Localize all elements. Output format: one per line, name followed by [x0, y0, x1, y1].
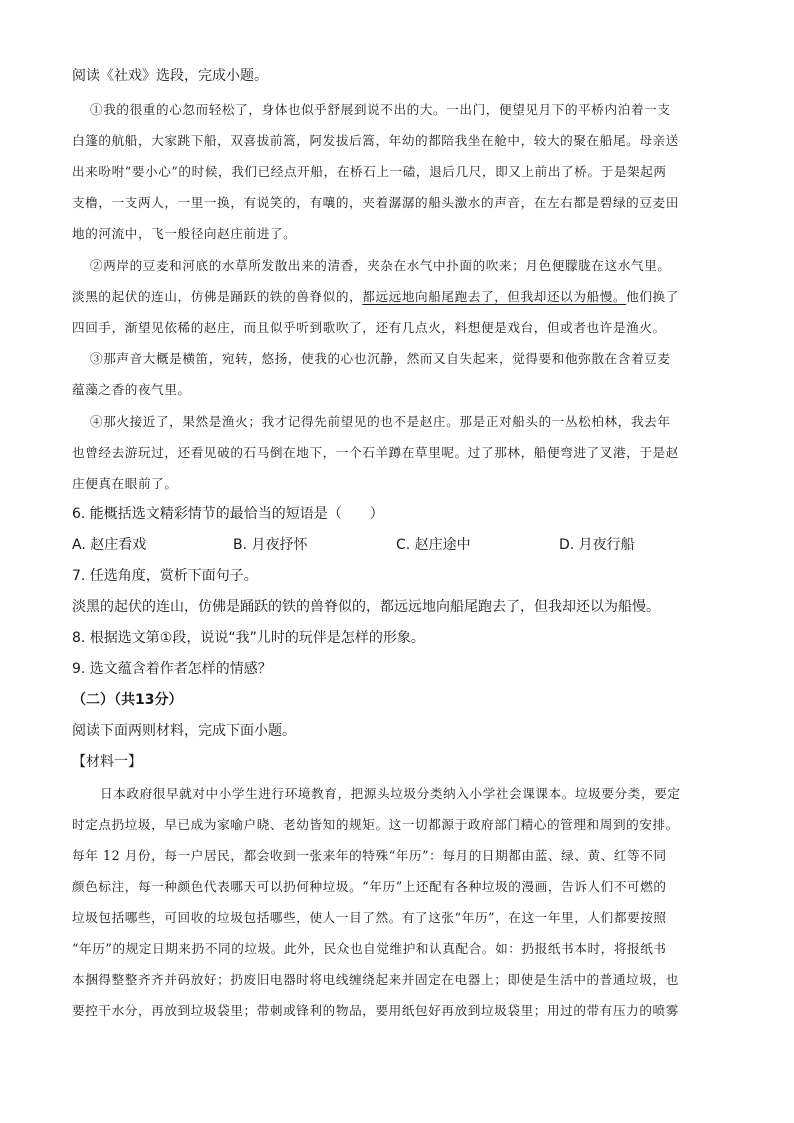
passage-line: 蕴藻之香的夜气里。 [72, 382, 191, 397]
passage-line: 地的河流中，飞一般径向赵庄前进了。 [72, 226, 297, 241]
material-line: 本捆得整整齐齐并码放好；扔废旧电器时将电线缠绕起来并固定在电器上；即使是生活中的普通垃圾，也 [72, 972, 679, 987]
passage-text: 淡黑的起伏的连山，仿佛是踊跃的铁的兽脊似的， [72, 289, 363, 304]
option-c: C. 赵庄途中 [396, 537, 471, 553]
material-line: 时定点扔垃圾，早已成为家喻户晓、老幼皆知的规矩。这一切都源于政府部门精心的管理和周到的安排。 [72, 817, 679, 832]
section-heading: （二）（共13分） [72, 692, 183, 708]
material-line: 日本政府很早就对中小学生进行环境教育，把源头垃圾分类纳入小学社会课课本。垃圾要分类，要定 [100, 786, 681, 801]
option-a: A. 赵庄看戏 [72, 537, 147, 553]
question-8: 8. 根据选文第①段，说说“我”儿时的玩伴是怎样的形象。 [72, 630, 425, 646]
material-label: 【材料一】 [72, 754, 142, 770]
material-line: 颜色标注，每一种颜色代表哪天可以扔何种垃圾。“年历”上还配有各种垃圾的漫画，告诉人们不可燃的 [72, 879, 667, 894]
passage-line: ③那声音大概是横笛，宛转，悠扬，使我的心也沉静，然而又自失起来，觉得要和他弥散在含着豆麦 [90, 351, 671, 366]
passage-line: ④那火接近了，果然是渔火；我才记得先前望见的也不是赵庄。那是正对船头的一丛松柏林，我去年 [90, 414, 671, 429]
passage-line: 出来吩咐“要小心”的时候，我们已经点开船，在桥石上一磕，退后几尺，即又上前出了桥。于是架起两 [72, 164, 667, 179]
reading-instruction: 阅读《社戏》选段，完成小题。 [72, 68, 268, 84]
question-9: 9. 选文蕴含着作者怎样的情感？ [72, 661, 272, 677]
passage-line: ①我的很重的心忽而轻松了，身体也似乎舒展到说不出的大。一出门，便望见月下的平桥内泊着一支 [90, 102, 671, 117]
question-7-sentence: 淡黑的起伏的连山，仿佛是踊跃的铁的兽脊似的，都远远地向船尾跑去了，但我却还以为船慢。 [72, 599, 660, 615]
reading-instruction: 阅读下面两则材料，完成下面小题。 [72, 723, 296, 739]
question-6: 6. 能概括选文精彩情节的最恰当的短语是（ ） [72, 506, 384, 522]
passage-text: 他们换了 [626, 289, 679, 304]
passage-line: 庄便真在眼前了。 [72, 476, 178, 491]
underlined-sentence: 都远远地向船尾跑去了，但我却还以为船慢。 [362, 289, 627, 304]
material-line: 每年 12 月份，每一户居民，都会收到一张来年的特殊“年历”：每月的日期都由蓝、绿、黄、红等不同 [72, 848, 667, 863]
material-line: 垃圾包括哪些，可回收的垃圾包括哪些，使人一目了然。有了这张“年历”，在这一年里，人们都要按照 [72, 910, 667, 925]
option-d: D. 月夜行船 [559, 537, 635, 553]
material-line: “年历”的规定日期来扔不同的垃圾。此外，民众也自觉维护和认真配合。如：扔报纸书本时，将报纸书 [72, 941, 667, 956]
passage-line: 支橹，一支两人，一里一换，有说笑的，有嚷的，夹着潺潺的船头激水的声音，在左右都是碧绿的豆麦田 [72, 195, 679, 210]
passage-line: 白篷的航船，大家跳下船，双喜拔前篙，阿发拔后篙，年幼的都陪我坐在舱中，较大的聚在船尾。母亲送 [72, 133, 679, 148]
material-line: 要控干水分，再放到垃圾袋里；带刺或锋利的物品，要用纸包好再放到垃圾袋里；用过的带有压力的喷雾 [72, 1003, 679, 1018]
passage-line-underlined [72, 287, 722, 307]
question-7: 7. 任选角度，赏析下面句子。 [72, 568, 258, 584]
passage-line: ②两岸的豆麦和河底的水草所发散出来的清香，夹杂在水气中扑面的吹来；月色便朦胧在这水气里。 [90, 258, 671, 273]
passage-line: 四回手，渐望见依稀的赵庄，而且似乎听到歌吹了，还有几点火，料想便是戏台，但或者也许是渔火。 [72, 320, 666, 335]
passage-line: 也曾经去游玩过，还看见破的石马倒在地下，一个石羊蹲在草里呢。过了那林，船便弯进了叉港，于是赵 [72, 445, 679, 460]
question-6-options [72, 535, 722, 555]
option-b: B. 月夜抒怀 [233, 537, 308, 553]
